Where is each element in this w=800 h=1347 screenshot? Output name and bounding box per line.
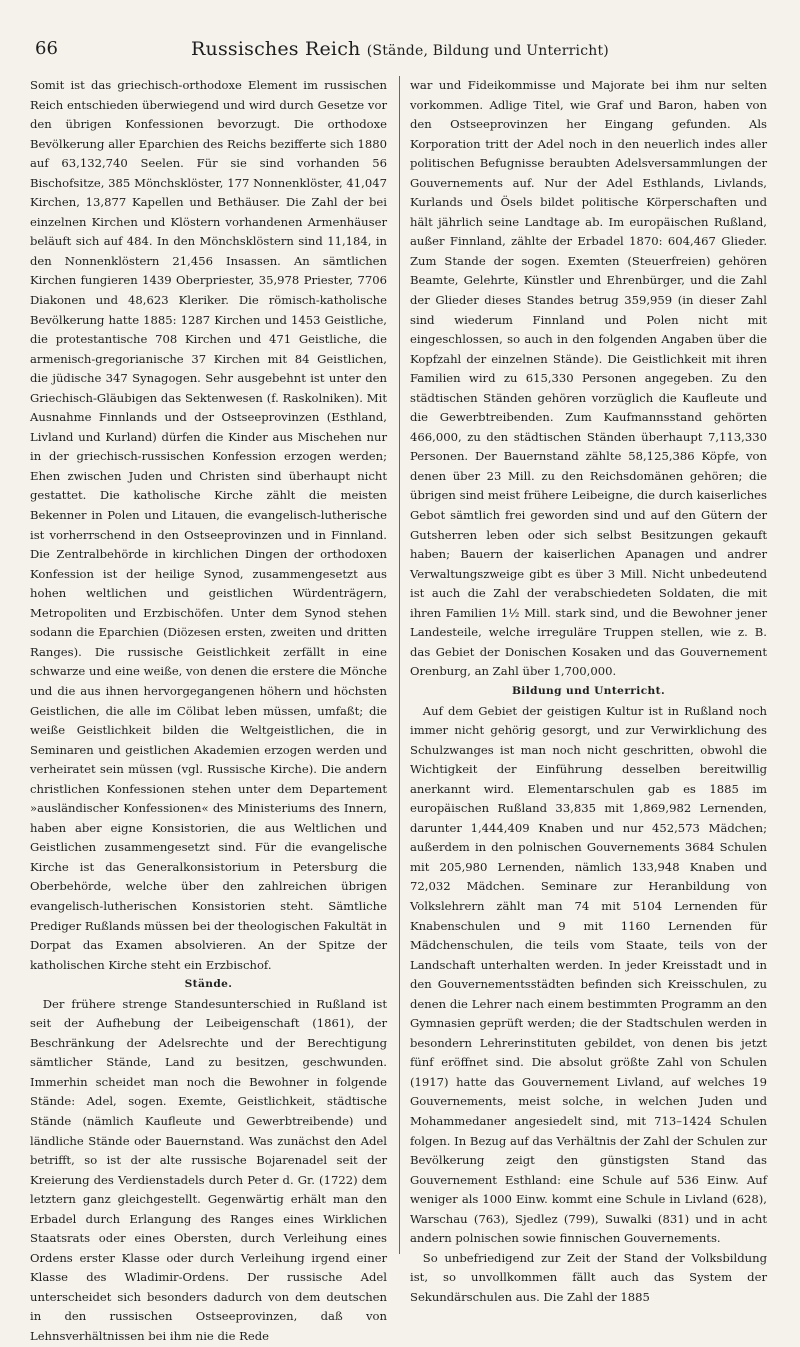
running-title-subtitle: (Stände, Bildung und Unterricht) [366, 43, 609, 59]
paragraph-sekundaerschulen: So unbefriedigend zur Zeit der Stand der Volksbildung ist, so unvollkommen fällt auch das System der Sekundärschulen aus. Die Zahl der 1885 [410, 1250, 767, 1304]
left-column [30, 76, 387, 1343]
paragraph-staende-continued: war und Fideikommisse und Majorate bei ihm nur selten vorkommen. Adlige Titel, wie Graf und Baron, haben von den Ostseeprovinzen her Eingang gefunden. Als Korporation tritt der Adel noch in den neuerlich indes aller politischen Befugnisse beraubten Adelsversammlungen der Gouvernements auf. Nur der Adel Esthlands, Livlands, Kurlands und Ösels bildet politische Körperschaften und hält jährlich seine Landtage ab. Im europäischen Rußland, außer Finnland, zählte der Erbadel 1870: 604,467 Glieder. Zum Stande der sogen. Exemten (Steuerfreien) gehören Beamte, Gelehrte, Künstler und Ehrenbürger, und die Zahl der Glieder dieses Standes betrug 359,959 (in dieser Zahl sind wiederum Finnland und Polen nicht mit eingeschlossen, so auch in den folgenden Angaben über die Kopfzahl der einzelnen Stände). Die Geistlichkeit mit ihren Familien wird zu 615,330 Personen angegeben. Zu den städtischen Ständen gehören vorzüglich die Kaufleute und die Gewerbtreibenden. Zum Kaufmannsstand gehörten 466,000, zu den städtischen Ständen überhaupt 7,113,330 Personen. Der Bauernstand zählte 58,125,386 Köpfe, von denen über 23 Mill. zu den Reichsdomänen gehören; die übrigen sind meist frühere Leibeigne, die durch kaiserliches Gebot sämtlich frei geworden sind und auf den Gütern der Gutsherren leben oder sich selbst Besitzungen gekauft haben; Bauern der kaiserlichen Apanagen und andrer Verwaltungszweige gibt es über 3 Mill. Nicht unbedeutend ist auch die Zahl der verabschiedeten Soldaten, die mit ihren Familien 1½ Mill. stark sind, und die Bewohner jener Landesteile, welche irreguläre Truppen stellen, wie z. B. das Gebiet der Donischen Kosaken und das Gouvernement Orenburg, an Zahl über 1,700,000. [410, 78, 767, 679]
column-divider [399, 76, 400, 1254]
paragraph-staende: Der frühere strenge Standesunterschied in Rußland ist seit der Aufhebung der Leibeigenschaft (1861), der Beschränkung der Adelsrechte und der Berechtigung sämtlicher Stände, Land zu besitzen, geschwunden. Immerhin scheidet man noch die Bewohner in folgende Stände: Adel, sogen. Exemte, Geistlichkeit, städtische Stände (nämlich Kaufleute und Gewerbtreibende) und ländliche Stände oder Bauernstand. Was zunächst den Adel betrifft, so ist der alte russische Bojarenadel seit der Kreierung des Verdienstadels durch Peter d. Gr. (1722) dem letztern ganz gleichgestellt. Gegenwärtig erhält man den Erbadel durch Erlangung des Ranges eines Wirklichen Staatsrats oder eines Obersten, durch Verleihung eines Ordens erster Klasse oder durch Verleihung irgend einer Klasse des Wladimir-Ordens. Der russische Adel unterscheidet sich besonders dadurch von dem deutschen in den russischen Ostseeprovinzen, daß von Lehnsverhältnissen bei ihm nie die Rede [30, 996, 387, 1343]
page-header [30, 28, 770, 70]
section-heading-staende: Stände. [184, 978, 233, 991]
page-number: 66 [35, 38, 58, 59]
running-title-main: Russisches Reich [191, 38, 361, 60]
right-column [410, 76, 767, 1304]
paragraph-bildung: Auf dem Gebiet der geistigen Kultur ist in Rußland noch immer nicht gehörig gesorgt, und zur Verwirklichung des Schulzwanges ist man noch nicht geschritten, obwohl die Wichtigkeit der Einführung desselben bereitwillig anerkannt wird. Elementarschulen gab es 1885 im europäischen Rußland 33,835 mit 1,869,982 Lernenden, darunter 1,444,409 Knaben und nur 452,573 Mädchen; außerdem in den polnischen Gouvernements 3684 Schulen mit 205,980 Lernenden, nämlich 133,948 Knaben und 72,032 Mädchen. Seminare zur Heranbildung von Volkslehrern zählt man 74 mit 5104 Lernenden für Knabenschulen und 9 mit 1160 Lernenden für Mädchenschulen, die teils vom Staate, teils von der Landschaft unterhalten werden. In jeder Kreisstadt und in den Gouvernementsstädten befinden sich Kreisschulen, zu denen die Lehrer nach einem bestimmten Programm an den Gymnasien geprüft werden; die der Stadtschulen werden in besondern Lehrerinstituten gebildet, von denen bis jetzt fünf eröffnet sind. Die absolut größte Zahl von Schulen (1917) hatte das Gouvernement Livland, auf welches 19 Gouvernements, meist solche, in welchen Juden und Mohammedaner angesiedelt sind, mit 713–1424 Schulen folgen. In Bezug auf das Verhältnis der Zahl der Schulen zur Bevölkerung zeigt den günstigsten Stand das Gouvernement Esthland: eine Schule auf 536 Einw. Auf weniger als 1000 Einw. kommt eine Schule in Livland (628), Warschau (763), Sjedlez (799), Suwalki (831) und in acht andern polnischen sowie finnischen Gouvernements. [410, 703, 767, 1246]
running-title [191, 38, 609, 60]
paragraph-religion: Somit ist das griechisch-orthodoxe Element im russischen Reich entschieden überwiegend und wird durch Gesetze vor den übrigen Konfessionen bevorzugt. Die orthodoxe Bevölkerung aller Eparchien des Reichs bezifferte sich 1880 auf 63,132,740 Seelen. Für sie sind vorhanden 56 Bischofsitze, 385 Mönchsklöster, 177 Nonnenklöster, 41,047 Kirchen, 13,877 Kapellen und Bethäuser. Die Zahl der bei einzelnen Kirchen und Klöstern vorhandenen Armenhäuser beläuft sich auf 484. In den Mönchsklöstern sind 11,184, in den Nonnenklöstern 21,456 Insassen. An sämtlichen Kirchen fungieren 1439 Oberpriester, 35,978 Priester, 7706 Diakonen und 48,623 Kleriker. Die römisch-katholische Bevölkerung hatte 1885: 1287 Kirchen und 1453 Geistliche, die protestantische 708 Kirchen und 471 Geistliche, die armenisch-gregorianische 37 Kirchen mit 84 Geistlichen, die jüdische 347 Synagogen. Sehr ausgebehnt ist unter den Griechisch-Gläubigen das Sektenwesen (f. Raskolniken). Mit Ausnahme Finnlands und der Ostseeprovinzen (Esthland, Livland und Kurland) dürfen die Kinder aus Mischehen nur in der griechisch-russischen Konfession erzogen werden; Ehen zwischen Juden und Christen sind überhaupt nicht gestattet. Die katholische Kirche zählt die meisten Bekenner in Polen und Litauen, die evangelisch-lutherische ist vorherrschend in den Ostseeprovinzen und in Finnland. Die Zentralbehörde in kirchlichen Dingen der orthodoxen Konfession ist der heilige Synod, zusammengesetzt aus hohen weltlichen und geistlichen Würdenträgern, Metropoliten und Erzbischöfen. Unter dem Synod stehen sodann die Eparchien (Diözesen ersten, zweiten und dritten Ranges). Die russische Geistlichkeit zerfällt in eine schwarze und eine weiße, von denen die erstere die Mönche und die aus ihnen hervorgegangenen höhern und höchsten Geistlichen, die alle im Cölibat leben müssen, umfaßt; die weiße Geistlichkeit bilden die Weltgeistlichen, die in Seminaren und geistlichen Akademien erzogen werden und verheiratet sein müssen (vgl. Russische Kirche). Die andern christlichen Konfessionen stehen unter dem Departement »ausländischer Konfessionen« des Ministeriums des Innern, haben aber eigne Konsistorien, die aus Weltlichen und Geistlichen zusammengesetzt sind. Für die evangelische Kirche ist das Generalkonsistorium in Petersburg die Oberbehörde, welche über den zahlreichen übrigen evangelisch-lutherischen Konsistorien steht. Sämtliche Prediger Rußlands müssen bei der theologischen Fakultät in Dorpat das Examen absolvieren. An der Spitze der katholischen Kirche steht ein Erzbischof. [30, 78, 387, 972]
section-heading-bildung: Bildung und Unterricht. [511, 684, 666, 697]
